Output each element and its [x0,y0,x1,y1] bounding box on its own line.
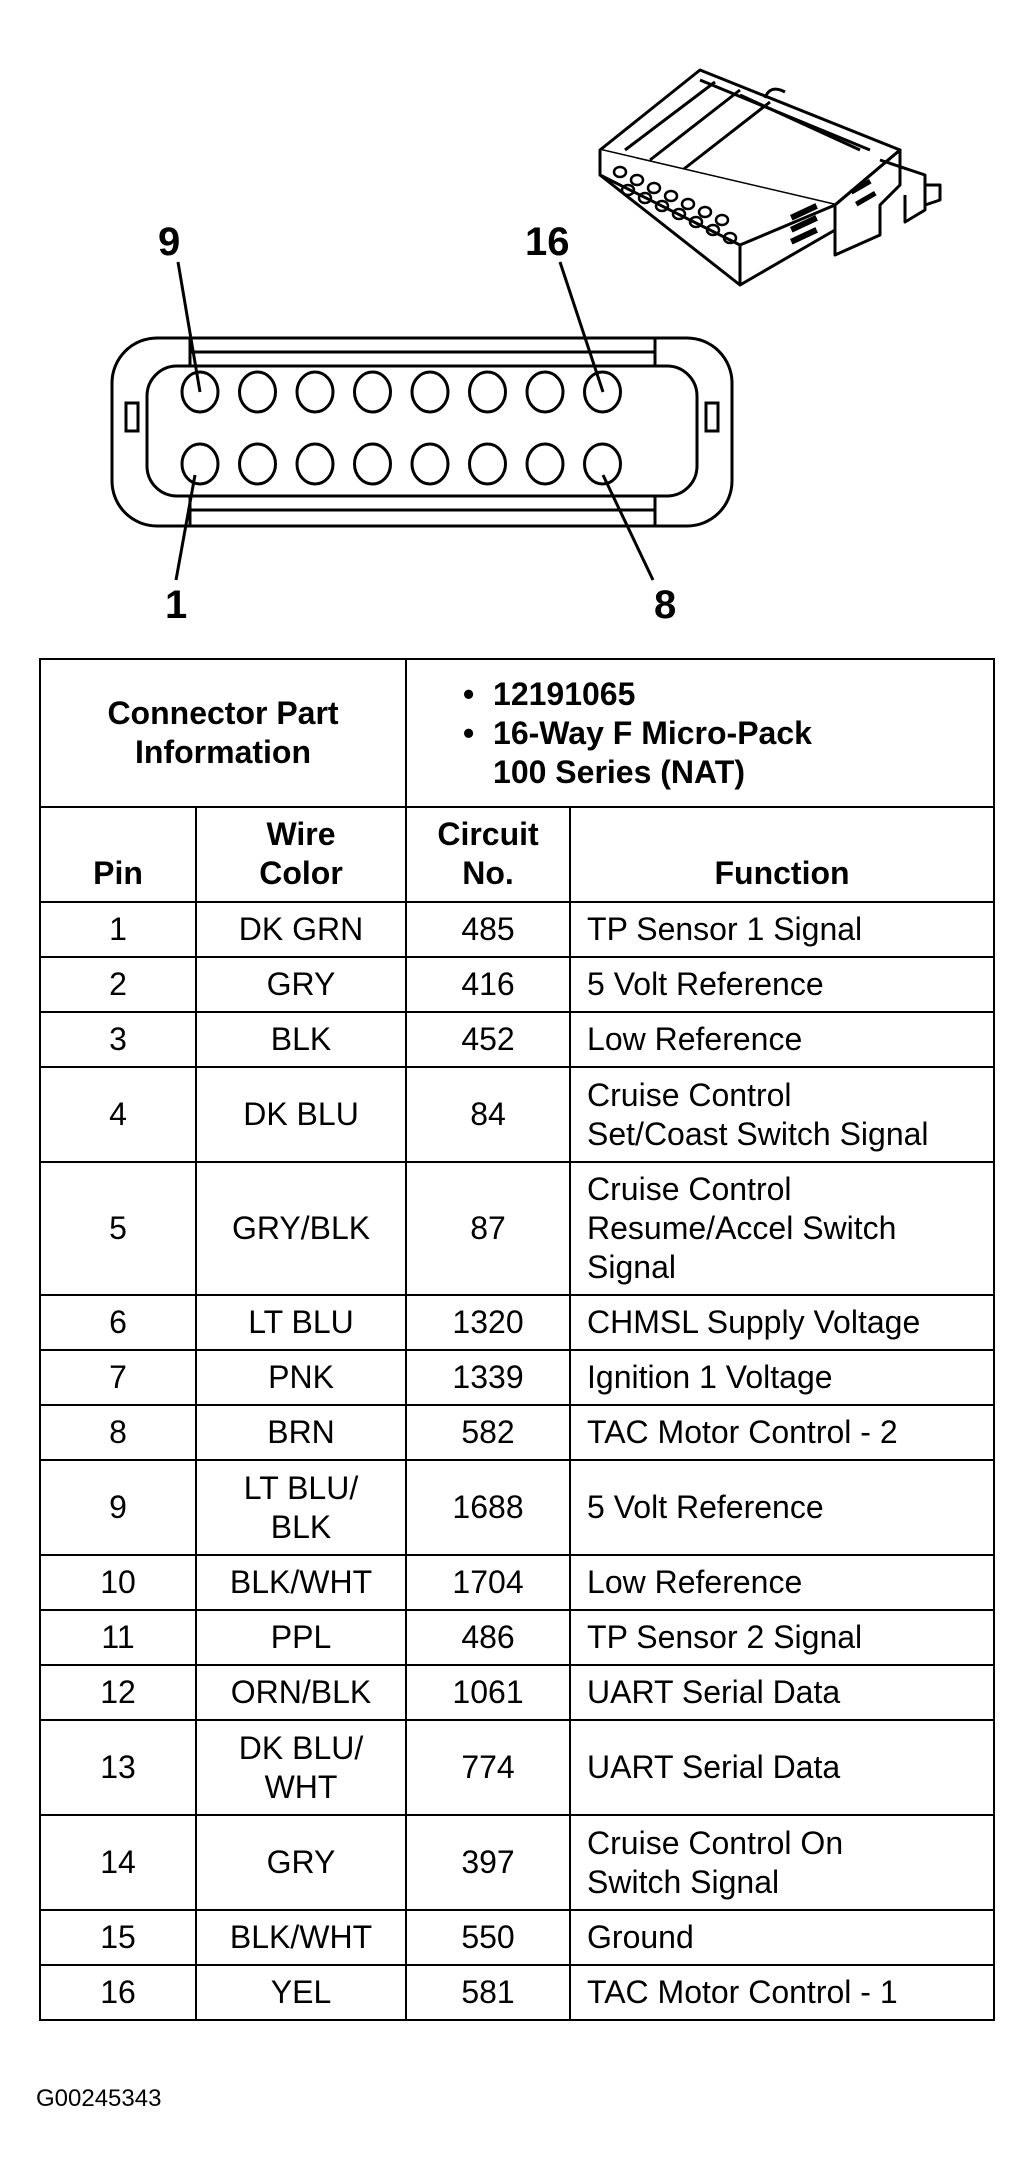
connector-part-info-label: Connector Part Information [40,659,406,807]
wire-color-cell: BRN [196,1405,406,1460]
circuit-cell: 84 [406,1067,570,1162]
pin-cavity-bottom-6 [470,444,506,484]
circuit-cell: 581 [406,1965,570,2020]
function-cell: TAC Motor Control - 2 [570,1405,994,1460]
column-header-row [40,807,994,902]
wire-color-cell: GRY/BLK [196,1162,406,1295]
table-row [40,1012,994,1067]
circuit-cell: 485 [406,902,570,957]
circuit-cell: 452 [406,1012,570,1067]
function-cell: Cruise Control On Switch Signal [570,1815,994,1910]
pin-cell: 6 [40,1295,196,1350]
col-header-wire-color: Wire Color [196,807,406,902]
function-cell: Ignition 1 Voltage [570,1350,994,1405]
pin-label-9: 9 [158,220,181,264]
table-row [40,1350,994,1405]
pin-cell: 13 [40,1720,196,1815]
pin-leader-lines [176,262,653,580]
pin-cavity-bottom-8 [585,444,621,484]
wire-color-cell: LT BLU [196,1295,406,1350]
pin-cavity-bottom-3 [297,444,333,484]
circuit-cell: 1061 [406,1665,570,1720]
pin-label-16: 16 [525,220,570,264]
wire-color-cell: DK GRN [196,902,406,957]
pin-cell: 2 [40,957,196,1012]
circuit-cell: 582 [406,1405,570,1460]
function-cell: 5 Volt Reference [570,957,994,1012]
function-cell: UART Serial Data [570,1720,994,1815]
circuit-cell: 416 [406,957,570,1012]
pin-cavity-top-2 [240,372,276,412]
wire-color-cell: YEL [196,1965,406,2020]
table-row [40,1067,994,1162]
pin-cavity-bottom-7 [527,444,563,484]
function-cell: Low Reference [570,1555,994,1610]
wire-color-cell: BLK/WHT [196,1910,406,1965]
pin-cell: 16 [40,1965,196,2020]
table-row [40,1555,994,1610]
pin-cell: 5 [40,1162,196,1295]
function-cell: TP Sensor 1 Signal [570,902,994,957]
pin-cell: 14 [40,1815,196,1910]
table-row [40,902,994,957]
function-cell: Low Reference [570,1012,994,1067]
connector-face [112,338,732,526]
table-row [40,1720,994,1815]
table-row [40,1162,994,1295]
col-header-circuit-no: Circuit No. [406,807,570,902]
wire-color-cell: ORN/BLK [196,1665,406,1720]
pin-cell: 4 [40,1067,196,1162]
wire-color-cell: DK BLU [196,1067,406,1162]
col-header-pin: Pin [40,807,196,902]
wire-color-cell: LT BLU/ BLK [196,1460,406,1555]
wire-color-cell: GRY [196,957,406,1012]
circuit-cell: 1688 [406,1460,570,1555]
circuit-cell: 774 [406,1720,570,1815]
wire-color-cell: GRY [196,1815,406,1910]
function-cell: Cruise Control Set/Coast Switch Signal [570,1067,994,1162]
pin-cell: 11 [40,1610,196,1665]
wire-color-cell: BLK [196,1012,406,1067]
pin-cavity-bottom-5 [412,444,448,484]
table-row [40,1910,994,1965]
col-header-function: Function [570,807,994,902]
table-row [40,1295,994,1350]
pin-label-1: 1 [165,583,188,627]
table-row [40,1965,994,2020]
circuit-cell: 87 [406,1162,570,1295]
function-cell: CHMSL Supply Voltage [570,1295,994,1350]
circuit-cell: 1704 [406,1555,570,1610]
table-row [40,1405,994,1460]
wire-color-cell: PNK [196,1350,406,1405]
pin-label-8: 8 [654,583,677,627]
table-row [40,1610,994,1665]
pin-cell: 12 [40,1665,196,1720]
connector-diagram [0,0,1025,650]
circuit-cell: 550 [406,1910,570,1965]
table-row [40,1460,994,1555]
pin-cavities [182,372,621,484]
part-number: • 12191065 [463,675,993,714]
table-row [40,1665,994,1720]
circuit-cell: 1320 [406,1295,570,1350]
pin-cavity-top-3 [297,372,333,412]
wire-color-cell: PPL [196,1610,406,1665]
wire-color-cell: DK BLU/ WHT [196,1720,406,1815]
pin-cavity-bottom-1 [182,444,218,484]
pin-cavity-top-7 [527,372,563,412]
connector-info-row [40,659,994,807]
pin-cell: 1 [40,902,196,957]
pin-cell: 15 [40,1910,196,1965]
table-row [40,957,994,1012]
connector-part-info [406,659,994,807]
function-cell: UART Serial Data [570,1665,994,1720]
part-description: • 16-Way F Micro-Pack 100 Series (NAT) [463,714,823,792]
pin-cell: 10 [40,1555,196,1610]
circuit-cell: 486 [406,1610,570,1665]
table-row [40,1815,994,1910]
pin-cavity-bottom-2 [240,444,276,484]
figure-id: G00245343 [36,2085,162,2112]
function-cell: TP Sensor 2 Signal [570,1610,994,1665]
function-cell: 5 Volt Reference [570,1460,994,1555]
function-cell: Ground [570,1910,994,1965]
function-cell: TAC Motor Control - 1 [570,1965,994,2020]
pin-cavity-top-5 [412,372,448,412]
pin-cell: 8 [40,1405,196,1460]
pin-cavity-top-6 [470,372,506,412]
pin-cell: 9 [40,1460,196,1555]
pin-cell: 7 [40,1350,196,1405]
circuit-cell: 397 [406,1815,570,1910]
wire-color-cell: BLK/WHT [196,1555,406,1610]
pin-cavity-bottom-4 [355,444,391,484]
function-cell: Cruise Control Resume/Accel Switch Signal [570,1162,994,1295]
pin-cell: 3 [40,1012,196,1067]
pin-cavity-top-4 [355,372,391,412]
connector-3d-illustration [600,70,940,285]
circuit-cell: 1339 [406,1350,570,1405]
connector-pinout-table [39,658,995,2021]
